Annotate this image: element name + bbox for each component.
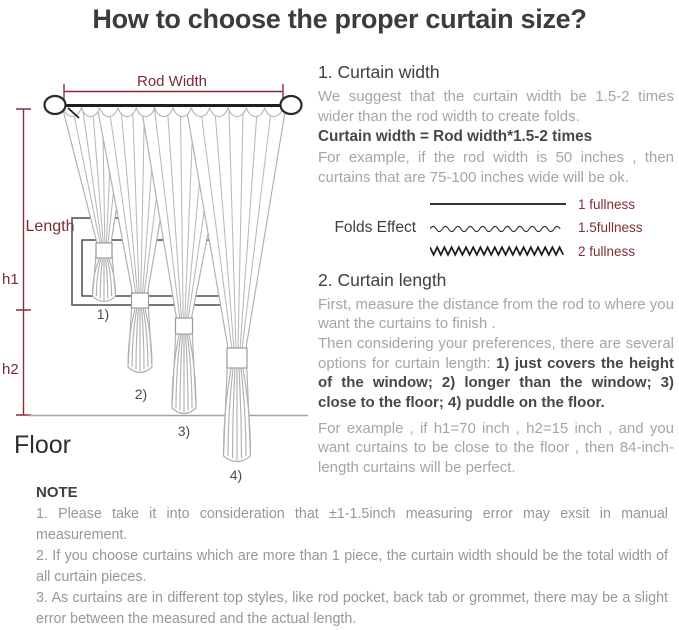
width-paragraph-1: We suggest that the curtain width be 1.5-2 times wider than the rod width to create folds. bbox=[318, 88, 674, 125]
length-options-bold: 1) just covers the height of the window; 2) longer than the window; 3) close to the floor; 4) puddle on the floor. bbox=[318, 354, 674, 412]
note-heading: NOTE bbox=[36, 484, 78, 501]
length-paragraph-2 bbox=[318, 334, 674, 413]
fullness-2-label: 2 fullness bbox=[578, 243, 636, 259]
section-length-heading: 2. Curtain length bbox=[318, 269, 447, 290]
fullness-1-label: 1 fullness bbox=[578, 196, 636, 212]
left-finial bbox=[45, 96, 66, 114]
page-title: How to choose the proper curtain size? bbox=[92, 4, 587, 34]
folds-effect-legend bbox=[318, 197, 674, 259]
h1-label: h1 bbox=[2, 271, 19, 288]
folds-effect-label: Folds Effect bbox=[334, 218, 416, 236]
curtain-option-2-label: 2) bbox=[134, 386, 148, 402]
length-paragraph-3: For example , if h1=70 inch , h2=15 inch , and you want curtains to be close to the floor , then 84-inch-length curtains will be perfect. bbox=[318, 419, 674, 477]
width-formula: Curtain width = Rod width*1.5-2 times bbox=[318, 128, 593, 146]
right-finial bbox=[281, 96, 302, 114]
length-label: Length bbox=[25, 218, 75, 235]
length-paragraph-1: First, measure the distance from the rod to where you want the curtains to finish . bbox=[318, 295, 674, 333]
curtain-option-1-label: 1) bbox=[96, 306, 110, 322]
note-item-2: 2. If you choose curtains which are more than 1 piece, the curtain width should be the total width of all curtain pieces. bbox=[36, 548, 668, 585]
fullness-2-line bbox=[430, 244, 566, 258]
note-item-3: 3. As curtains are in different top styles, like rod pocket, back tab or grommet, there may be a slight error between the measured and the actual length. bbox=[36, 590, 668, 627]
instructions-column bbox=[318, 62, 674, 478]
rod-width-label: Rod Width bbox=[136, 73, 208, 90]
section-width-heading: 1. Curtain width bbox=[318, 62, 440, 82]
width-paragraph-2: For example, if the rod width is 50 inches , then curtains that are 75-100 inches wide will be ok. bbox=[318, 149, 674, 186]
fullness-1-line bbox=[430, 197, 566, 211]
note-section bbox=[36, 484, 668, 630]
curtain-option-4-label: 4) bbox=[229, 467, 243, 483]
h2-label: h2 bbox=[2, 361, 19, 378]
curtain-panel bbox=[186, 106, 286, 462]
curtains-group bbox=[62, 106, 286, 462]
fullness-1-5-line bbox=[430, 221, 566, 235]
fullness-1-5-label: 1.5fullness bbox=[578, 220, 643, 236]
curtain-measurement-diagram bbox=[0, 0, 320, 495]
note-item-1: 1. Please take it into consideration that ±1-1.5inch measuring error may exsit in manual measurement. bbox=[36, 506, 668, 543]
floor-label: Floor bbox=[14, 431, 71, 459]
curtain-option-3-label: 3) bbox=[177, 423, 191, 439]
length-options-intro: Then considering your preferences, there are several options for curtain length: bbox=[318, 334, 674, 372]
